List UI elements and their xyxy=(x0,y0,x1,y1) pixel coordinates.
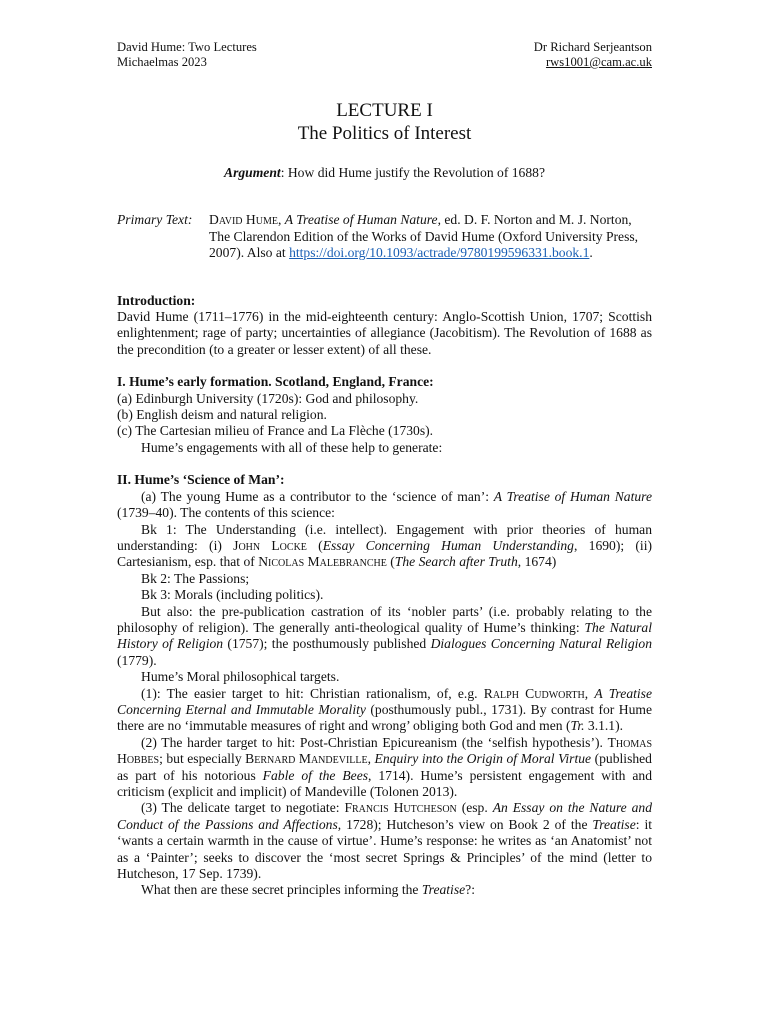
book-title: A Treatise of Human Nature xyxy=(284,212,438,228)
section-two-heading: II. Hume’s ‘Science of Man’: xyxy=(117,472,285,488)
work-title: Dialogues Concerning Natural Religion xyxy=(430,636,653,652)
text-run: : it ‘wants a certain warmth in the cause of virtue’. Hume’s response: he writes as ‘an Anatomist’ not as a ‘Painter’; seeks to discover the ‘most secret Springs & Principles’ of the mind (letter to Hutcheson, 17 Sep. 1739). xyxy=(117,816,652,882)
text-run: , xyxy=(584,685,595,701)
text-run: , 1728); Hutcheson’s view on Book 2 of the xyxy=(337,816,593,832)
header-right xyxy=(534,40,652,70)
introduction-body: David Hume (1711–1776) in the mid-eighteenth century: Anglo-Scottish Union, 1707; Scottish enlightenment; rage of party; uncertainties of allegiance (Jacobitism). The Revolution of 1688 as the precondition (to a greater or lesser extent) of all these. xyxy=(117,309,652,357)
text-run: 3.1.1). xyxy=(584,718,624,734)
argument-text: : How did Hume justify the Revolution of 1688? xyxy=(280,165,545,180)
doi-link[interactable]: https://doi.org/10.1093/actrade/9780199596331.book.1 xyxy=(289,245,590,261)
paragraph-moral: Hume’s Moral philosophical targets. xyxy=(141,669,340,685)
primary-text-block xyxy=(117,212,652,261)
person-name: Thomas Hobbes xyxy=(117,734,652,767)
work-title: Essay Concerning Human Understanding xyxy=(322,537,574,553)
work-abbrev: Tr. xyxy=(570,718,585,734)
paragraph-target-2 xyxy=(117,735,652,801)
text-run: (1): The easier target to hit: Christian rationalism, of, e.g. xyxy=(141,685,484,701)
work-title: Treatise xyxy=(421,882,466,898)
work-title: The Natural History of Religion xyxy=(117,619,652,652)
lecturer-name: Dr Richard Serjeantson xyxy=(533,40,652,54)
work-title: Treatise xyxy=(592,816,636,832)
author-name: David Hume xyxy=(209,212,278,228)
text-run: (published as part of his notorious xyxy=(117,751,652,783)
paragraph-final xyxy=(117,882,652,898)
text-run: (1757); the posthumously published xyxy=(223,636,431,652)
person-name: Ralph Cudworth xyxy=(483,685,585,701)
work-title: Fable of the Bees xyxy=(262,767,369,783)
term: Michaelmas 2023 xyxy=(117,55,207,69)
section-one-heading: I. Hume’s early formation. Scotland, England, France: xyxy=(117,374,434,390)
argument-line xyxy=(117,165,652,181)
text-run: (a) The young Hume as a contributor to the ‘science of man’: xyxy=(141,488,494,504)
citation-details: , ed. D. F. Norton and M. J. Norton, The Clarendon Edition of the Works of David Hume (Oxford University Press, 2007). Also at xyxy=(209,212,639,261)
citation-end: . xyxy=(589,245,593,261)
paragraph-bk3: Bk 3: Morals (including politics). xyxy=(141,587,324,603)
work-title: An Essay on the Nature and Conduct of the Passions and Affections xyxy=(117,800,652,832)
text-run: ( xyxy=(306,537,323,553)
text-run: (posthumously publ., 1731). By contrast for Hume there are no ‘immutable measures of right and wrong’ obliging both God and men ( xyxy=(117,701,652,734)
work-title: A Treatise of Human Nature xyxy=(493,488,652,504)
introduction-heading: Introduction: xyxy=(117,292,196,308)
text-run: ; but especially xyxy=(159,751,246,767)
list-item: (b) English deism and natural religion. xyxy=(117,407,327,423)
paragraph-bk1 xyxy=(117,522,652,571)
work-title: Enquiry into the Origin of Moral Virtue xyxy=(374,751,592,767)
argument-label: Argument xyxy=(224,165,281,180)
work-title: The Search after Truth xyxy=(394,554,518,570)
introduction-section xyxy=(117,293,652,359)
document-page xyxy=(117,40,652,899)
section-one xyxy=(117,374,652,456)
text-run: ( xyxy=(386,554,395,570)
person-name: Nicolas Malebranche xyxy=(258,554,387,570)
running-header xyxy=(117,40,652,70)
paragraph-bk2: Bk 2: The Passions; xyxy=(141,570,250,586)
paragraph-target-1 xyxy=(117,686,652,735)
primary-text-citation: David Hume, A Treatise of Human Nature, ed. D. F. Norton and M. J. Norton, The Clarendon Edition of the Works of David Hume (Oxford University Press, 2007). Also at https://doi.org/10.1093/actrade/9780199596331.book.1. xyxy=(209,212,639,261)
course-title: David Hume: Two Lectures xyxy=(117,40,257,54)
text-run: (1779). xyxy=(117,652,157,668)
text-run: (3) The delicate target to negotiate: xyxy=(141,800,345,816)
text-run: What then are these secret principles informing the xyxy=(141,882,422,898)
text-run: Bk 1: The Understanding (i.e. intellect). Engagement with prior theories of human understanding: (i) xyxy=(117,521,652,553)
paragraph-a xyxy=(117,489,652,522)
text-run: , 1714). Hume’s persistent engagement with and criticism (explicit and implicit) of Mandeville (Tolonen 2013). xyxy=(117,767,652,799)
work-title: A Treatise Concerning Eternal and Immutable Morality xyxy=(117,685,653,717)
text-run: (1739–40). The contents of this science: xyxy=(117,505,335,521)
section-two xyxy=(117,472,652,899)
lecture-number: LECTURE I xyxy=(336,100,433,121)
email-link[interactable]: rws1001@cam.ac.uk xyxy=(545,55,652,69)
text-run: , xyxy=(367,751,375,767)
list-item: (c) The Cartesian milieu of France and La Flèche (1730s). xyxy=(117,423,434,439)
person-name: Francis Hutcheson xyxy=(344,800,457,816)
primary-text-label: Primary Text: xyxy=(117,212,193,228)
text-run: , 1690); (ii) Cartesianism, esp. that of xyxy=(117,537,653,570)
text-run: (esp. xyxy=(456,800,493,816)
paragraph-target-3 xyxy=(117,800,652,882)
paragraph-also xyxy=(117,604,652,670)
text-run: , 1674) xyxy=(517,554,557,570)
text-run: ?: xyxy=(465,882,475,898)
person-name: Bernard Mandeville xyxy=(245,751,368,767)
text-run: But also: the pre-publication castration of its ‘nobler parts’ (i.e. probably relating to the philosophy of religion). The generally anti-theological quality of Hume’s thinking: xyxy=(117,603,652,635)
header-left xyxy=(117,40,257,70)
person-name: John Locke xyxy=(233,537,307,553)
list-item: (a) Edinburgh University (1720s): God and philosophy. xyxy=(117,390,419,406)
section-one-closing: Hume’s engagements with all of these help to generate: xyxy=(141,439,443,455)
lecture-title: The Politics of Interest xyxy=(297,123,472,144)
text-run: (2) The harder target to hit: Post-Christian Epicureanism (the ‘selfish hypothesis’). xyxy=(141,734,608,750)
